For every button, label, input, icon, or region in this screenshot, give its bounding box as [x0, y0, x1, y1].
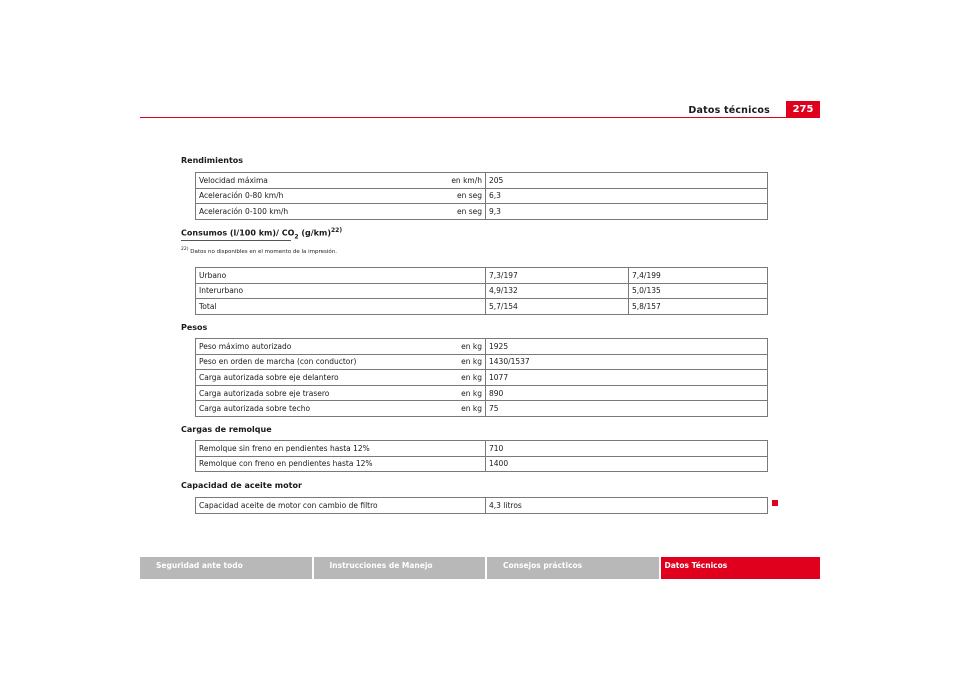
- row-value: 1400: [486, 456, 768, 472]
- table-row: [196, 173, 768, 189]
- footer-nav: [140, 557, 820, 579]
- table-row: [196, 299, 768, 315]
- table-row: [196, 385, 768, 401]
- page-header-title: Datos técnicos: [688, 105, 770, 116]
- table-row: [196, 456, 768, 472]
- page-number: 275: [786, 101, 820, 118]
- rendimientos-table: [195, 172, 768, 220]
- table-row: [196, 204, 768, 220]
- row-label: Remolque sin freno en pendientes hasta 12%: [196, 441, 486, 457]
- footer-tab-instrucciones[interactable]: Instrucciones de Manejo: [314, 557, 486, 579]
- row-value: 1925: [486, 339, 768, 355]
- consumos-table: [195, 267, 768, 315]
- row-value: 75: [486, 401, 768, 417]
- footer-tab-consejos[interactable]: Consejos prácticos: [487, 557, 659, 579]
- unit-label: en kg: [461, 357, 482, 367]
- section-end-marker: [772, 500, 778, 506]
- row-value: 890: [486, 385, 768, 401]
- row-value: 1430/1537: [486, 354, 768, 370]
- unit-label: en kg: [461, 372, 482, 382]
- row-label-cell: Peso máximo autorizado en kg: [196, 339, 486, 355]
- section-title-rendimientos: Rendimientos: [181, 156, 244, 165]
- footer-tab-seguridad[interactable]: Seguridad ante todo: [140, 557, 312, 579]
- section-title-aceite: Capacidad de aceite motor: [181, 481, 302, 490]
- row-label-cell: Aceleración 0-100 km/h en seg: [196, 204, 486, 220]
- row-label-cell: Carga autorizada sobre techo en kg: [196, 401, 486, 417]
- section-title-pesos: Pesos: [181, 323, 208, 332]
- row-value: 5,7/154: [486, 299, 629, 315]
- row-value: 710: [486, 441, 768, 457]
- row-label: Urbano: [196, 268, 486, 284]
- section-title-consumos: Consumos (l/100 km)/ $CO_2$ $(g/km)^{22)}$: [181, 227, 343, 241]
- pesos-table: [195, 338, 768, 417]
- unit-label: en seg: [456, 206, 482, 216]
- row-label-cell: Carga autorizada sobre eje delantero en kg: [196, 370, 486, 386]
- row-label: Remolque con freno en pendientes hasta 12%: [196, 456, 486, 472]
- table-row: [196, 401, 768, 417]
- aceite-table: [195, 497, 768, 514]
- row-value: 7,3/197: [486, 268, 629, 284]
- unit-label: en kg: [461, 388, 482, 398]
- row-value: 5,0/135: [629, 283, 768, 299]
- footnote: $^{22)}$ Datos no disponibles en el momento de la impresión.: [181, 247, 338, 255]
- unit-label: en seg: [456, 191, 482, 201]
- row-value: 4,9/132: [486, 283, 629, 299]
- row-value: 9,3: [486, 204, 768, 220]
- row-label-cell: Velocidad máxima en km/h: [196, 173, 486, 189]
- unit-label: en km/h: [451, 175, 482, 185]
- row-value: 7,4/199: [629, 268, 768, 284]
- row-value: 205: [486, 173, 768, 189]
- row-label: Interurbano: [196, 283, 486, 299]
- unit-label: en kg: [461, 341, 482, 351]
- table-row: [196, 498, 768, 514]
- table-row: [196, 188, 768, 204]
- footnote-divider: [181, 240, 291, 241]
- row-label-cell: Peso en orden de marcha (con conductor) en kg: [196, 354, 486, 370]
- table-row: [196, 441, 768, 457]
- row-label-cell: Aceleración 0-80 km/h en seg: [196, 188, 486, 204]
- table-row: [196, 268, 768, 284]
- header-divider: [140, 117, 820, 118]
- row-value: 1077: [486, 370, 768, 386]
- cargas-table: [195, 440, 768, 472]
- row-value: 6,3: [486, 188, 768, 204]
- table-row: [196, 339, 768, 355]
- unit-label: en kg: [461, 404, 482, 414]
- row-label: Capacidad aceite de motor con cambio de filtro: [196, 498, 486, 514]
- row-label: Total: [196, 299, 486, 315]
- row-label-cell: Carga autorizada sobre eje trasero en kg: [196, 385, 486, 401]
- footer-tab-datos-tecnicos[interactable]: Datos Técnicos: [661, 557, 821, 579]
- section-title-cargas: Cargas de remolque: [181, 425, 272, 434]
- row-value: 5,8/157: [629, 299, 768, 315]
- table-row: [196, 370, 768, 386]
- row-value: 4,3 litros: [486, 498, 768, 514]
- table-row: [196, 354, 768, 370]
- table-row: [196, 283, 768, 299]
